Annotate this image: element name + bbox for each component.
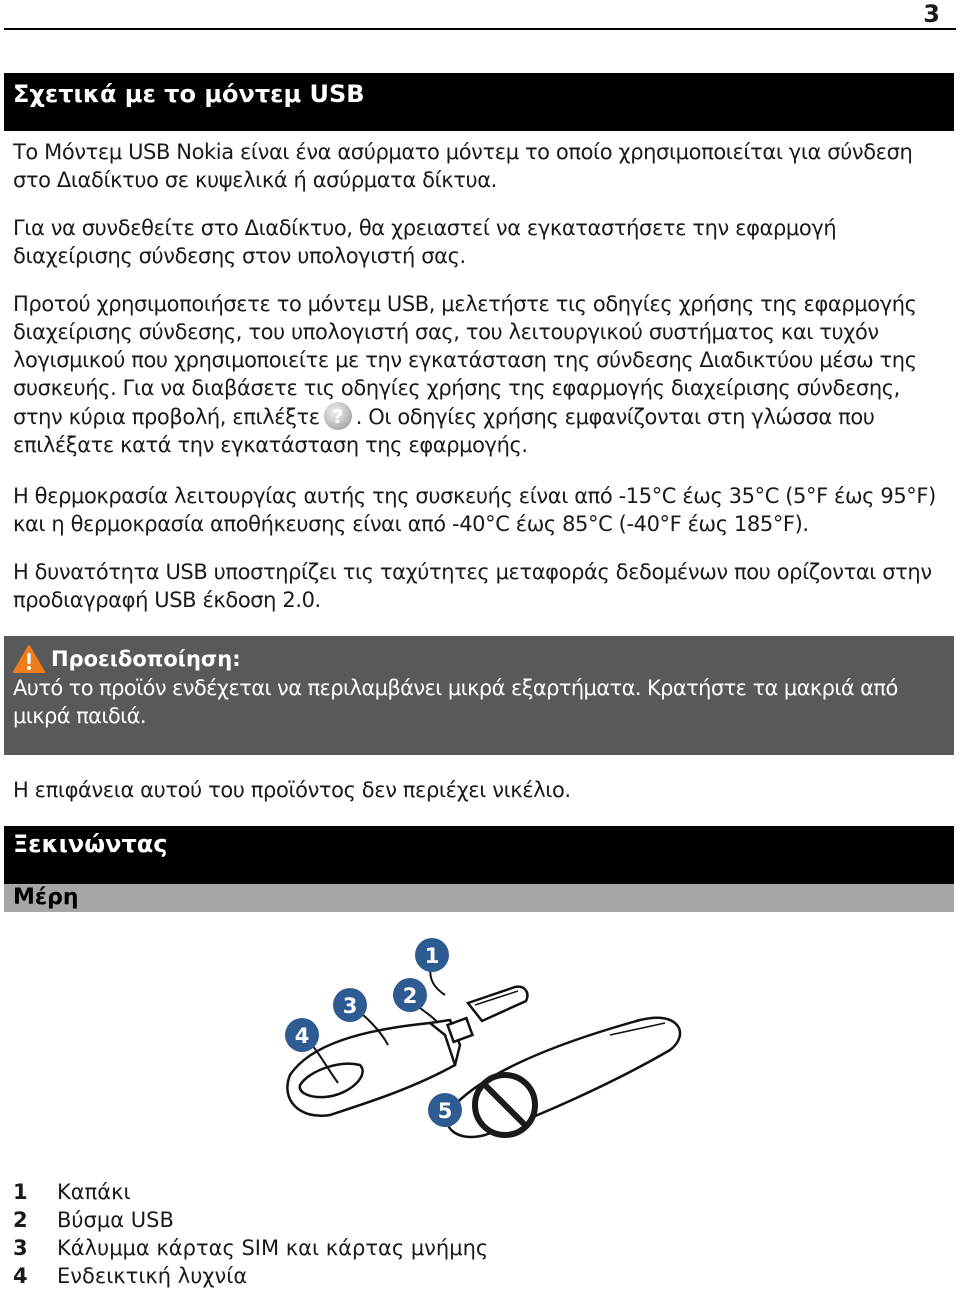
- callout-2: [393, 978, 427, 1012]
- part-number: 3: [13, 1236, 28, 1260]
- subsection-title-parts: Μέρη: [4, 884, 954, 912]
- section-title-about-modem: Σχετικά με το μόντεμ USB: [4, 73, 954, 131]
- paragraph-install: Για να συνδεθείτε στο Διαδίκτυο, θα χρειαστεί να εγκαταστήσετε την εφαρμογή διαχείρισης σύνδεσης στον υπολογιστή σας.: [13, 216, 837, 268]
- svg-text:5: 5: [437, 1099, 453, 1123]
- page-number: 3: [923, 0, 940, 28]
- svg-text:4: 4: [294, 1024, 310, 1048]
- part-label: Ενδεικτική λυχνία: [57, 1264, 248, 1288]
- paragraph-intro: Το Μόντεμ USB Nokia είναι ένα ασύρματο μόντεμ το οποίο χρησιμοποιείται για σύνδεση στο Διαδίκτυο σε κυψελικά ή ασύρματα δίκτυα.: [13, 140, 913, 192]
- warning-heading: [13, 644, 945, 674]
- callout-1: [415, 938, 449, 972]
- svg-text:3: 3: [342, 994, 358, 1018]
- callout-4: [285, 1018, 319, 1052]
- warning-title: Προειδοποίηση:: [51, 647, 241, 671]
- part-label: Καπάκι: [57, 1180, 131, 1204]
- svg-text:1: 1: [424, 944, 440, 968]
- modem-parts-illustration: [270, 925, 700, 1165]
- paragraph-instructions-part2: . Οι οδηγίες χρήσης εμφανίζονται στη γλώσσα που επιλέξατε κατά την εγκατάσταση της εφαρμογής.: [13, 405, 875, 457]
- top-divider: [4, 28, 956, 30]
- list-item: [13, 1178, 488, 1206]
- paragraph-instructions: [13, 290, 948, 459]
- callout-3: [333, 988, 367, 1022]
- part-label: Βύσμα USB: [57, 1208, 174, 1232]
- list-item: [13, 1262, 488, 1290]
- warning-box: [4, 636, 954, 755]
- part-number: 1: [13, 1180, 28, 1204]
- paragraph-instructions-part1: Προτού χρησιμοποιήσετε το μόντεμ USB, μελετήστε τις οδηγίες χρήσης της εφαρμογής διαχείρισης σύνδεσης, του υπολογιστή σας, του λειτουργικού συστήματος και τυχόν λογισμικού που χρησιμοποιείτε με την εγκατάσταση της σύνδεσης Διαδικτύου μέσω της συσκευής. Για να διαβάσετε τις οδηγίες χρήσης της εφαρμογής διαχείρισης σύνδεσης, στην κύρια προβολή, επιλέξτε: [13, 292, 917, 429]
- no-entry-icon: [475, 1075, 535, 1135]
- warning-icon: [13, 645, 45, 673]
- svg-text:2: 2: [402, 984, 418, 1008]
- part-label: Κάλυμμα κάρτας SIM και κάρτας μνήμης: [57, 1236, 489, 1260]
- paragraph-nickel: Η επιφάνεια αυτού του προϊόντος δεν περιέχει νικέλιο.: [13, 778, 571, 802]
- list-item: [13, 1206, 488, 1234]
- section-title-getting-started: Ξεκινώντας: [4, 826, 954, 884]
- paragraph-usb-spec: Η δυνατότητα USB υποστηρίζει τις ταχύτητες μεταφοράς δεδομένων που ορίζονται στην προδιαγραφή USB έκδοση 2.0.: [13, 560, 932, 612]
- part-number: 2: [13, 1208, 28, 1232]
- warning-text: Αυτό το προϊόν ενδέχεται να περιλαμβάνει μικρά εξαρτήματα. Κρατήστε τα μακριά από μικρά παιδιά.: [13, 676, 898, 728]
- help-icon: [324, 402, 352, 430]
- callout-5: [428, 1093, 462, 1127]
- parts-list: [13, 1178, 488, 1290]
- paragraph-temperature: Η θερμοκρασία λειτουργίας αυτής της συσκευής είναι από -15°C έως 35°C (5°F έως 95°F) και η θερμοκρασία αποθήκευσης είναι από -40°C έως 85°C (-40°F έως 185°F).: [13, 484, 936, 536]
- list-item: [13, 1234, 488, 1262]
- part-number: 4: [13, 1264, 28, 1288]
